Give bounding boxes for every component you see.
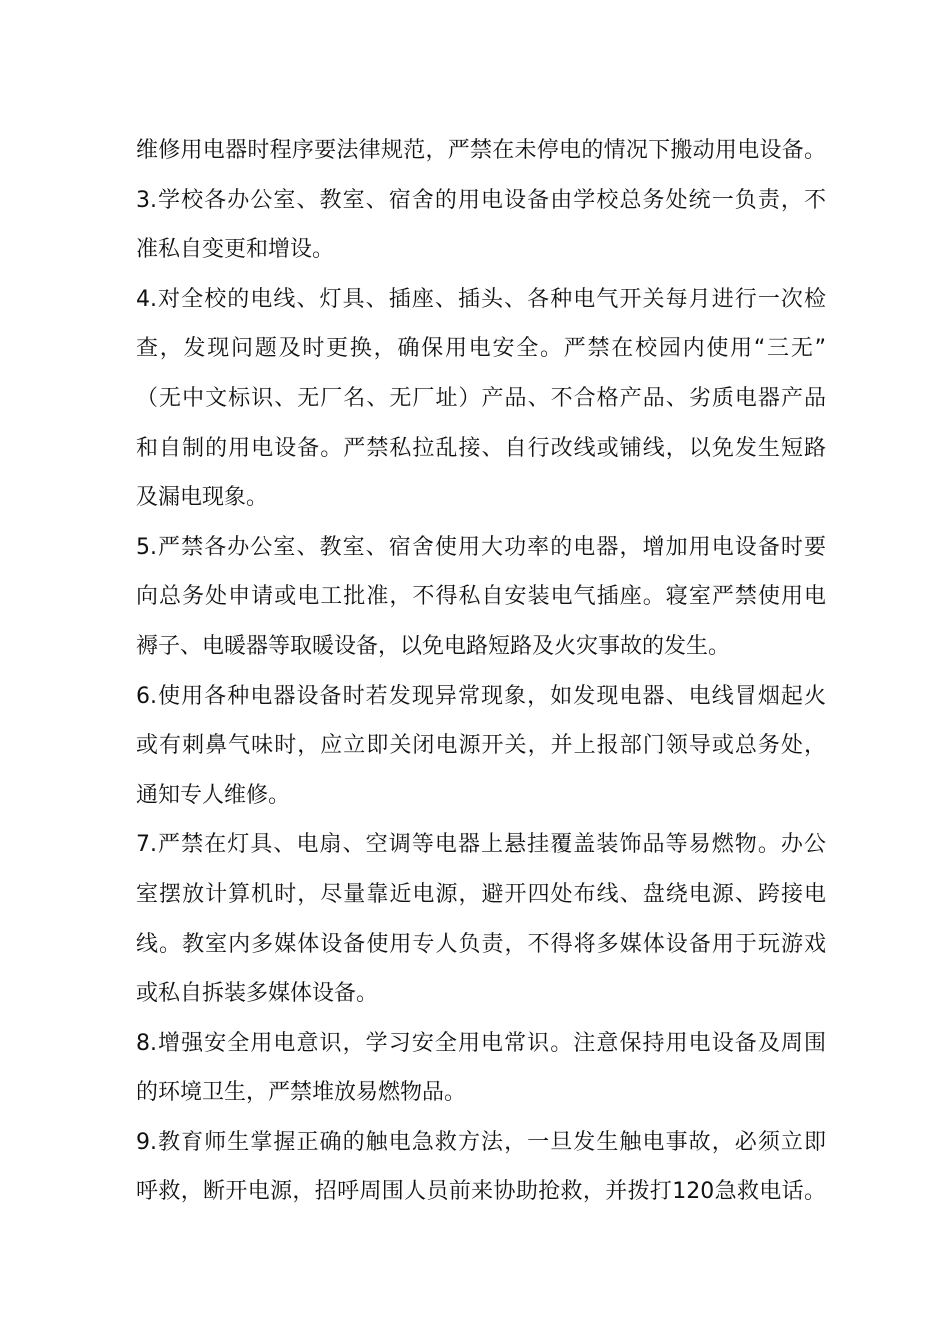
paragraph-electrical-maintenance-continued — [136, 126, 826, 176]
paragraph-line: 5.严禁各办公室、教室、宿舍使用大功率的电器，增加用电设备时要 — [136, 534, 826, 560]
paragraph-item-9 — [136, 1118, 826, 1217]
paragraph-line: 通知专人维修。 — [136, 782, 291, 808]
paragraph-line: 呼救，断开电源，招呼周围人员前来协助抢救，并拨打120急救电话。 — [136, 1179, 826, 1205]
paragraph-line: 7.严禁在灯具、电扇、空调等电器上悬挂覆盖装饰品等易燃物。办公 — [136, 832, 826, 858]
paragraph-item-3 — [136, 176, 826, 275]
paragraph-item-6 — [136, 672, 826, 821]
paragraph-line: 褥子、电暖器等取暖设备，以免电路短路及火灾事故的发生。 — [136, 633, 731, 659]
paragraph-item-4 — [136, 275, 826, 523]
paragraph-item-8 — [136, 1019, 826, 1118]
paragraph-line: 4.对全校的电线、灯具、插座、插头、各种电气开关每月进行一次检 — [136, 286, 826, 312]
paragraph-line: 准私自变更和增设。 — [136, 237, 335, 263]
paragraph-item-7 — [136, 820, 826, 1018]
paragraph-line: 向总务处申请或电工批准，不得私自安装电气插座。寝室严禁使用电 — [136, 584, 826, 610]
paragraph-line: 维修用电器时程序要法律规范，严禁在未停电的情况下搬动用电设备。 — [136, 138, 826, 163]
paragraph-line: （无中文标识、无厂名、无厂址）产品、不合格产品、劣质电器产品 — [136, 385, 826, 411]
paragraph-line: 或有刺鼻气味时，应立即关闭电源开关，并上报部门领导或总务处， — [136, 733, 826, 759]
paragraph-line: 查，发现问题及时更换，确保用电安全。严禁在校园内使用“三无” — [136, 336, 826, 362]
paragraph-line: 线。教室内多媒体设备使用专人负责，不得将多媒体设备用于玩游戏 — [136, 931, 826, 957]
paragraph-line: 和自制的用电设备。严禁私拉乱接、自行改线或铺线，以免发生短路 — [136, 435, 826, 461]
paragraph-line: 的环境卫生，严禁堆放易燃物品。 — [136, 1080, 467, 1106]
paragraph-line: 室摆放计算机时，尽量靠近电源，避开四处布线、盘绕电源、跨接电 — [136, 881, 826, 907]
paragraph-line: 9.教育师生掌握正确的触电急救方法，一旦发生触电事故，必须立即 — [136, 1129, 826, 1155]
paragraph-line: 及漏电现象。 — [136, 485, 269, 511]
paragraph-item-5 — [136, 523, 826, 672]
paragraph-line: 或私自拆装多媒体设备。 — [136, 981, 379, 1007]
paragraph-line: 3.学校各办公室、教室、宿舍的用电设备由学校总务处统一负责，不 — [136, 187, 826, 213]
document-body — [136, 126, 826, 1217]
paragraph-line: 8.增强安全用电意识，学习安全用电常识。注意保持用电设备及周围 — [136, 1030, 826, 1056]
paragraph-line: 6.使用各种电器设备时若发现异常现象，如发现电器、电线冒烟起火 — [136, 683, 826, 709]
